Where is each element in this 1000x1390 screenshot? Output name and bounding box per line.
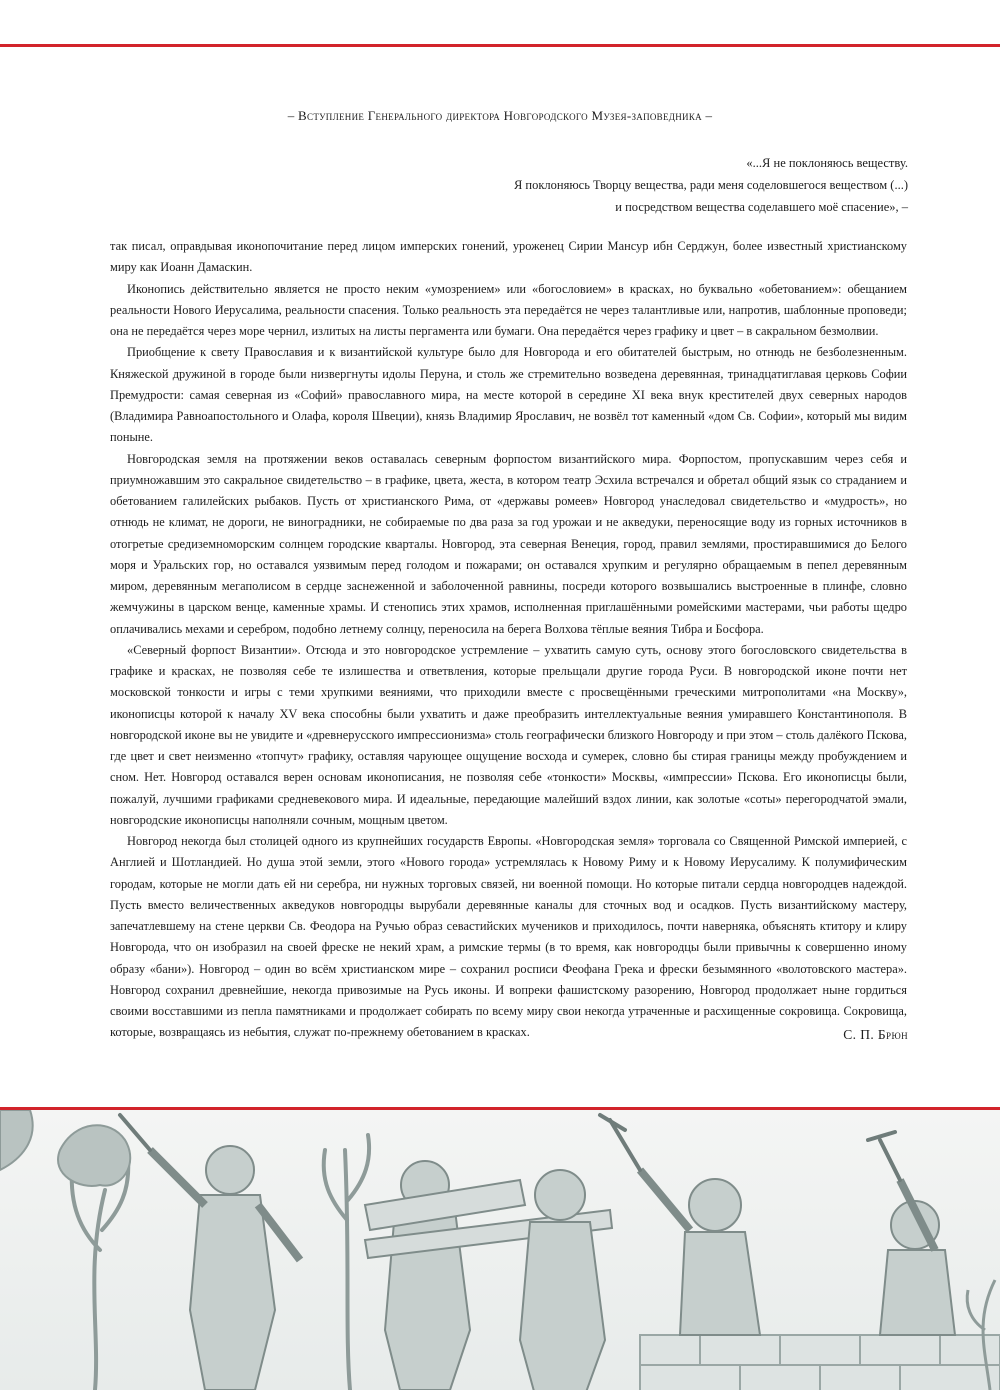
paragraph: «Северный форпост Византии». Отсюда и это новгородское устремление – ухватить самую суть, основу этого богословского свидетельства в графике и красках, не позволяя себе те излишества и ответвления, которые прельщали другие города Руси. В новгородской иконе почти нет московской тонкости и игры с теми хрупкими веяниями, что приходили вместе с просвещёнными греческими митрополитами «на Москву», иконописцы которой к началу XV века способны были ухватить и даже преобразить интеллектуальные веяния умиравшего Константинополя. В новгородской иконе вы не увидите и «древнерусского импрессионизма» столь географически близкого Новгороду и при этом – столь далёкого Пскова, где цвет и свет неизменно «топчут» графику, оставляя чарующее ощущение восхода и сумерек, словно бы стирая границы между пробуждением и сном. Нет. Новгород оставался верен основам иконописания, не позволяя себе «тонкости» Москвы, «импрессии» Пскова. Его иконописцы были, пожалуй, лучшими графиками средневекового мира. И идеальные, передающие малейший вздох линии, как золотые «соты» перегородчатой эмали, новгородские иконописцы наполняли сочным, мощным цветом. (110, 642, 907, 827)
miniature-illustration (0, 1110, 1000, 1390)
page-heading: – Вступление Генерального директора Новгородского Музея-заповедника – (287, 108, 713, 123)
epigraph-line: и посредством вещества соделавшего моё спасение», – (615, 200, 908, 214)
epigraph-line: Я поклоняюсь Творцу вещества, ради меня соделовшегося веществом (...) (513, 178, 908, 192)
epigraph-line: «...Я не поклоняюсь веществу. (746, 156, 908, 170)
author-signature: С. П. Брюн (843, 1027, 908, 1042)
article-body (110, 236, 907, 1044)
paragraph: Приобщение к свету Православия и к византийской культуре было для Новгорода и его обитателей быстрым, но отнюдь не безболезненным. Княжеской дружиной в городе были низвергнуты идолы Перуна, и столь же стремительно возведена деревянная, тринадцатиглавая церковь Софии Премудрости: самая северная из «Софий» православного мира, на месте которой в середине XI века внук крестителей двух северных народов (Владимира Равноапостольного и Олафа, короля Швеции), князь Владимир Ярославич, не возвёл тот каменный «дом Св. Софии», который мы видим поныне. (110, 345, 907, 445)
epigraph (388, 152, 908, 218)
paragraph: Новгородская земля на протяжении веков оставалась северным форпостом византийского мира. Форпостом, пропускавшим через себя и приумножавшим это сакральное свидетельство – в графике, цвета, жеста, в котором театр Эсхила встречался и обретал общий язык со страданием и обетованием галилейских рыбаков. Пусть от христианского Рима, от «державы ромеев» Новгород унаследовал свидетельство и «мудрость», но отнюдь не климат, не дороги, не виноградники, не собираемые по два раза за год урожаи и не акведуки, переносящие воду из горных источников в отогретые средиземноморским солнцем городские кварталы. Новгород, эта северная Венеция, город, правил землями, простиравшимися до Белого моря и Уральских гор, но оставался уязвимым перед голодом и пожарами; он оставался хрупким и регулярно обращаемым в пепел деревянным миром, деревянным мегаполисом в сердце заснеженной и заболоченной равнины, посреди которого возвышались выстроенные в плинфе, словно жемчужины в царском венце, каменные храмы. И стенопись этих храмов, исполненная приглашёнными ромейскими мастерами, чьи работы щедро оплачивались мехами и серебром, подобно летнему солнцу, переносила на берега Волхова тёплые веяния Тибра и Босфора. (110, 451, 907, 636)
builders-miniature-image (0, 1110, 1000, 1390)
top-red-rule (0, 44, 1000, 47)
paragraph: так писал, оправдывая иконопочитание перед лицом имперских гонений, уроженец Сирии Мансур ибн Серджун, более известный христианскому миру как Иоанн Дамаскин. (110, 239, 907, 275)
paragraph: Иконопись действительно является не просто неким «умозрением» или «богословием» в красках, но буквально «обетованием»: обещанием реальности Нового Иерусалима, реальности спасения. Только реальность эта передаётся не через талантливые или, напротив, шаблонные проповеди; она не передаётся через море чернил, излитых на листы пергамента или бумаги. Она передаётся через графику и цвет – в сакральном безмолвии. (110, 281, 907, 338)
paragraph: Новгород некогда был столицей одного из крупнейших государств Европы. «Новгородская земля» торговала со Священной Римской империей, с Англией и Шотландией. Но душа этой земли, этого «Нового города» устремлялась к Новому Риму и к Новому Иерусалиму. К полумифическим городам, которые не могли дать ей ни серебра, ни нужных торговых связей, ни военной помощи. Но которые питали сердца новгородцев надеждой. Пусть вместо величественных акведуков новгородцы вырубали деревянные каналы для сточных вод и осадков. Пусть византийскому мастеру, запечатлевшему на стене церкви Св. Феодора на Ручью образ севастийских мучеников и приходилось, почти наверняка, объяснять ктитору и клиру Новгорода, что он изобразил на своей фреске не некий храм, а римские термы (в то время, как новгородцы были привычны к совершенно иному образу «бани»). Новгород – один во всём христианском мире – сохранил росписи Феофана Грека и фрески безымянного «волотовского мастера». Новгород сохранил древнейшие, некогда привозимые на Русь иконы. И вопреки фашистскому разорению, Новгород продолжает ныне гордиться своими восставшими из пепла памятниками и продолжает собирать по всему миру свои некогда утраченные и расхищенные сокровища. Сокровища, которые, возвращаясь из небытия, служат по-прежнему обетованием в красках. (110, 834, 907, 1040)
